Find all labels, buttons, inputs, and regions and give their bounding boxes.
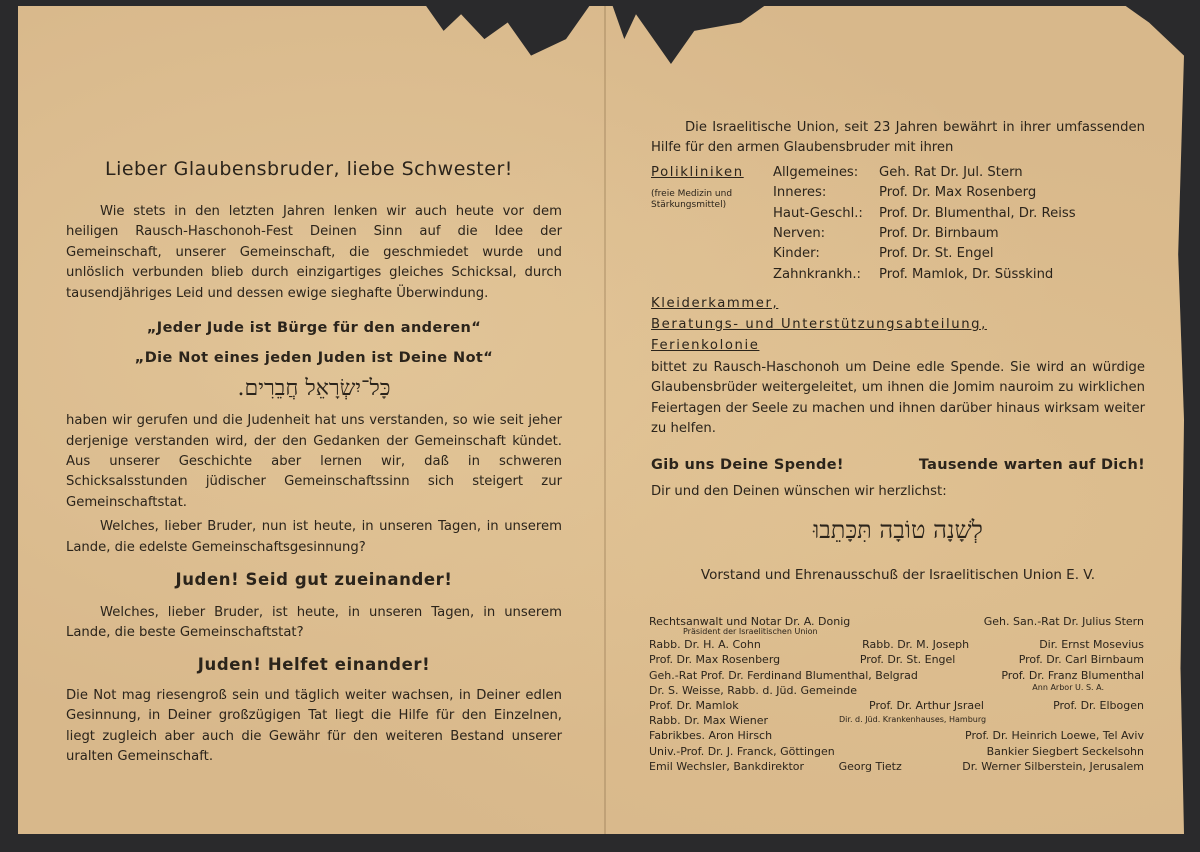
board-heading: Vorstand und Ehrenausschuß der Israelitischen Union E. V. [700,566,1096,583]
name-row: Rabb. Dr. Max Wiener Dir. d. Jüd. Krankenhauses, Hamburg [649,714,987,728]
right-column [651,118,1145,585]
call-right: Tausende warten auf Dich! [918,457,1145,474]
name-row: Fabrikbes. Aron Hirsch Prof. Dr. Heinrich Loewe, Tel Aviv [649,729,1144,743]
polikliniken-note: (freie Medizin und Stärkungsmittel) [651,188,733,210]
services-list [651,293,1145,356]
slogan-2: „Die Not eines jeden Juden ist Deine Not“ [134,350,494,367]
service-beratung: Beratungs- und Unterstützungsabteilung, [651,316,987,332]
name-note: Präsident der Israelitischen Union [683,627,818,637]
clinic-row: Inneres: Prof. Dr. Max Rosenberg [773,185,1037,201]
wishes-line: Dir und den Deinen wünschen wir herzlichst: [651,483,947,499]
name-row: Rechtsanwalt und Notar Dr. A. Donig Geh. San.-Rat Dr. Julius Stern [649,615,1144,628]
call-to-action [651,455,1145,475]
clinic-row: Nerven: Prof. Dr. Birnbaum [773,226,999,242]
clinics-table [773,163,1076,285]
service-kleiderkammer: Kleiderkammer, [651,295,779,311]
paragraph-5: Die Not mag riesengroß sein und täglich weiter wachsen, in Deiner edlen Gesinnung, in Deiner großzügigen Tat liegt die Hilfe für den Einzelnen, liegt zugleich aber auch die Gewähr für den weiteren Bestand unserer uralten Gemeinschaft. [66,687,562,764]
name-row: Geh.-Rat Prof. Dr. Ferdinand Blumenthal, Belgrad Prof. Dr. Franz Blumenthal [649,668,1144,682]
clinics-block [651,163,1145,287]
hebrew-greeting: לְשָׁנָה טוֹבָה תִּכָּתֵבוּ [813,516,983,545]
name-row: Rabb. Dr. H. A. Cohn Rabb. Dr. M. Joseph Dir. Ernst Mosevius [649,638,1144,652]
clinic-row: Haut-Geschl.: Prof. Dr. Blumenthal, Dr. Reiss [773,205,1076,221]
name-row: Prof. Dr. Max Rosenberg Prof. Dr. St. Engel Prof. Dr. Carl Birnbaum [649,653,1144,667]
heading-seid-gut: Juden! Seid gut zueinander! [175,570,453,590]
paragraph-3: Welches, lieber Bruder, nun ist heute, in unseren Tagen, in unserem Lande, die edelste Gemeinschaftsgesinnung? [66,519,562,555]
name-row: Prof. Dr. Mamlok Prof. Dr. Arthur Jsrael Prof. Dr. Elbogen [649,699,1144,713]
intro-paragraph: Wie stets in den letzten Jahren lenken wir auch heute vor dem heiligen Rausch-Haschonoh-Fest Deinen Sinn auf die Idee der Gemeinschaft, unserer Gemeinschaft, die geschmiedet wurde und unlöslich verbunden blieb durch einzigartiges gleiches Schicksal, durch tausendjähriges Leid und dessen ewige sieghafte Überwindung. [66,204,562,301]
center-fold [604,6,606,834]
clinic-row: Allgemeines: Geh. Rat Dr. Jul. Stern [773,164,1023,180]
page-title: Lieber Glaubensbruder, liebe Schwester! [105,158,513,180]
board-names [649,614,1144,774]
hebrew-verse: כָּל־יִשְׂרָאֵל חֲבֵרִים. [237,375,391,401]
service-ferienkolonie: Ferienkolonie [651,337,760,353]
polikliniken-label: Polikliniken [651,164,744,180]
union-intro: Die Israelitische Union, seit 23 Jahren bewährt in ihrer umfassenden Hilfe für den armen Glaubensbruder mit ihren [651,120,1145,156]
name-row: Univ.-Prof. Dr. J. Franck, Göttingen Bankier Siegbert Seckelsohn [649,744,1144,758]
clinic-row: Kinder: Prof. Dr. St. Engel [773,246,994,262]
name-row: Emil Wechsler, Bankdirektor Georg Tietz Dr. Werner Silberstein, Jerusalem [649,759,1144,773]
slogan-1: „Jeder Jude ist Bürge für den anderen“ [146,320,482,337]
paragraph-4: Welches, lieber Bruder, ist heute, in unseren Tagen, in unserem Lande, die beste Gemeinschaftstat? [66,604,562,640]
name-row: Dr. S. Weisse, Rabb. d. Jüd. Gemeinde Ann Arbor U. S. A. [649,682,1104,697]
spende-paragraph: bittet zu Rausch-Haschonoh um Deine edle Spende. Sie wird an würdige Glaubensbrüder weitergeleitet, um ihnen die Jomim nauroim zu wirklichen Feiertagen der Seele zu machen und ihnen darüber hinaus wirksam weiter zu helfen. [651,359,1145,437]
call-left: Gib uns Deine Spende! [651,457,844,474]
clinic-row: Zahnkrankh.: Prof. Mamlok, Dr. Süsskind [773,266,1054,282]
left-column [66,202,562,767]
paragraph-2: haben wir gerufen und die Judenheit hat uns verstanden, so wie seit jeher derjenige verstanden wird, der den Gedanken der Gemeinschaft kündet. Aus unserer Geschichte aber lernen wir, daß in schweren Schicksalsstunden jüdischer Gemeinschaftssinn sich steigert zur Gemeinschaftstat. [66,413,562,510]
heading-helfet: Juden! Helfet einander! [197,655,431,675]
